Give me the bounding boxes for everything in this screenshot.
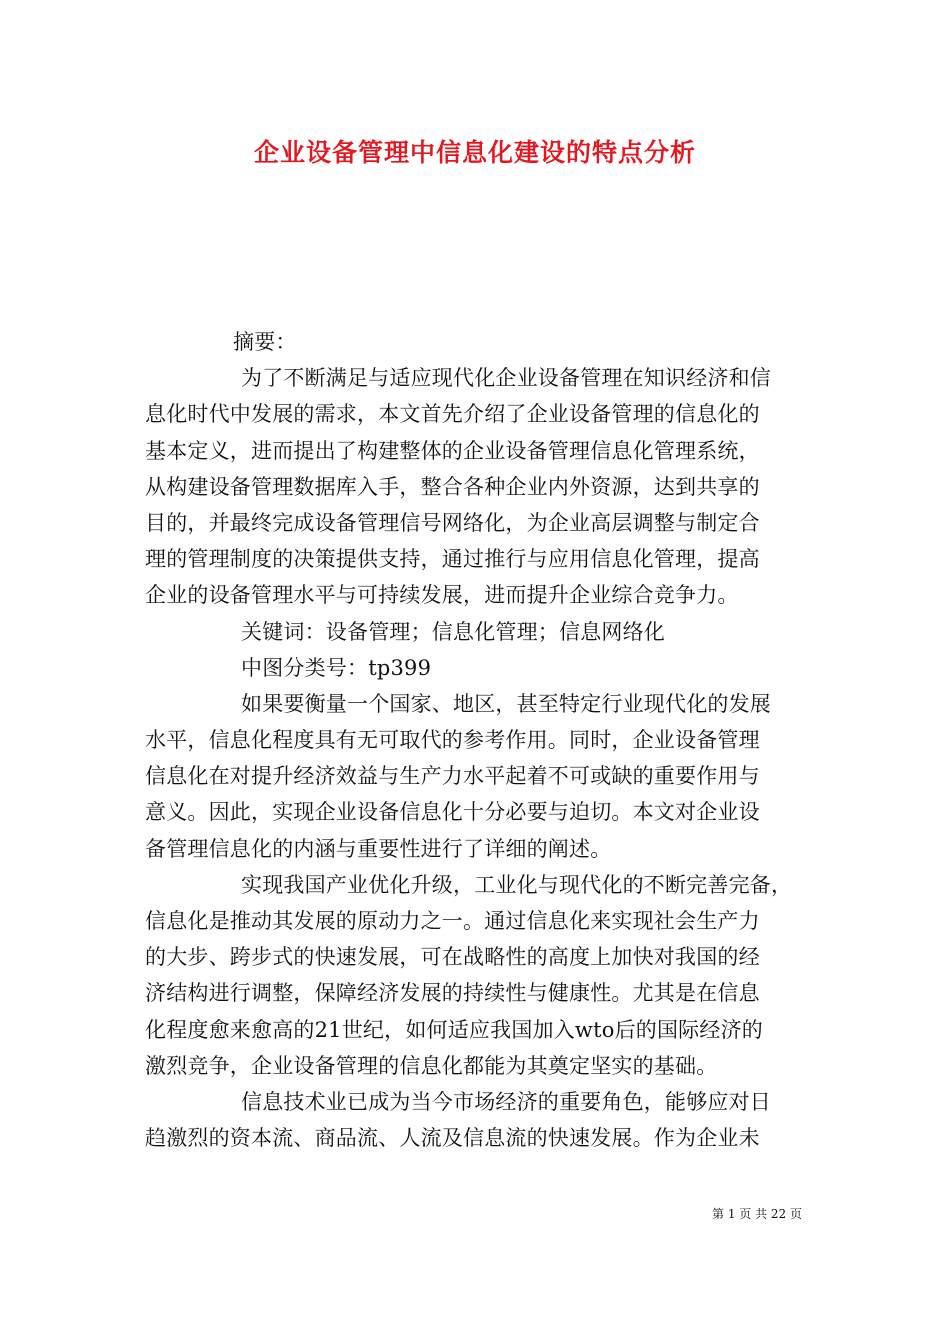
document-body — [145, 324, 815, 1156]
text-line: 水平，信息化程度具有无可取代的参考作用。同时，企业设备管理 — [145, 728, 760, 753]
text-line: 从构建设备管理数据库入手，整合各种企业内外资源，达到共享的 — [145, 474, 760, 499]
document-title: 企业设备管理中信息化建设的特点分析 — [253, 138, 696, 167]
text-line: 济结构进行调整，保障经济发展的持续性与健康性。尤其是在信息 — [145, 981, 760, 1006]
text-line: 目的，并最终完成设备管理信号网络化，为企业高层调整与制定合 — [145, 510, 760, 535]
text-line: 备管理信息化的内涵与重要性进行了详细的阐述。 — [145, 836, 612, 861]
text-line: 激烈竞争，企业设备管理的信息化都能为其奠定坚实的基础。 — [145, 1053, 718, 1078]
text-line: 如果要衡量一个国家、地区，甚至特定行业现代化的发展 — [241, 691, 771, 716]
text-line: 的大步、跨步式的快速发展，可在战略性的高度上加快对我国的经 — [145, 945, 760, 970]
page-number-footer: 第 1 页 共 22 页 — [712, 1207, 802, 1221]
abstract-heading: 摘要： — [233, 330, 297, 354]
text-line: 信息技术业已成为当今市场经济的重要角色，能够应对日 — [241, 1089, 771, 1114]
text-line: 意义。因此，实现企业设备信息化十分必要与迫切。本文对企业设 — [145, 800, 760, 825]
text-line: 实现我国产业优化升级，工业化与现代化的不断完善完备， — [241, 872, 793, 897]
text-line: 理的管理制度的决策提供支持，通过推行与应用信息化管理，提高 — [145, 547, 760, 572]
keywords-line: 关键词：设备管理；信息化管理；信息网络化 — [241, 619, 665, 644]
classification-line: 中图分类号：tp399 — [241, 655, 432, 680]
text-line: 基本定义，进而提出了构建整体的企业设备管理信息化管理系统， — [145, 438, 760, 463]
text-line: 信息化在对提升经济效益与生产力水平起着不可或缺的重要作用与 — [145, 764, 760, 789]
text-line: 化程度愈来愈高的21世纪，如何适应我国加入wto后的国际经济的 — [145, 1017, 763, 1042]
text-line: 息化时代中发展的需求，本文首先介绍了企业设备管理的信息化的 — [145, 402, 760, 427]
text-line: 信息化是推动其发展的原动力之一。通过信息化来实现社会生产力 — [145, 909, 760, 933]
text-line: 为了不断满足与适应现代化企业设备管理在知识经济和信 — [241, 366, 771, 391]
text-line: 趋激烈的资本流、商品流、人流及信息流的快速发展。作为企业未 — [145, 1126, 760, 1151]
text-line: 企业的设备管理水平与可持续发展，进而提升企业综合竞争力。 — [145, 583, 739, 608]
